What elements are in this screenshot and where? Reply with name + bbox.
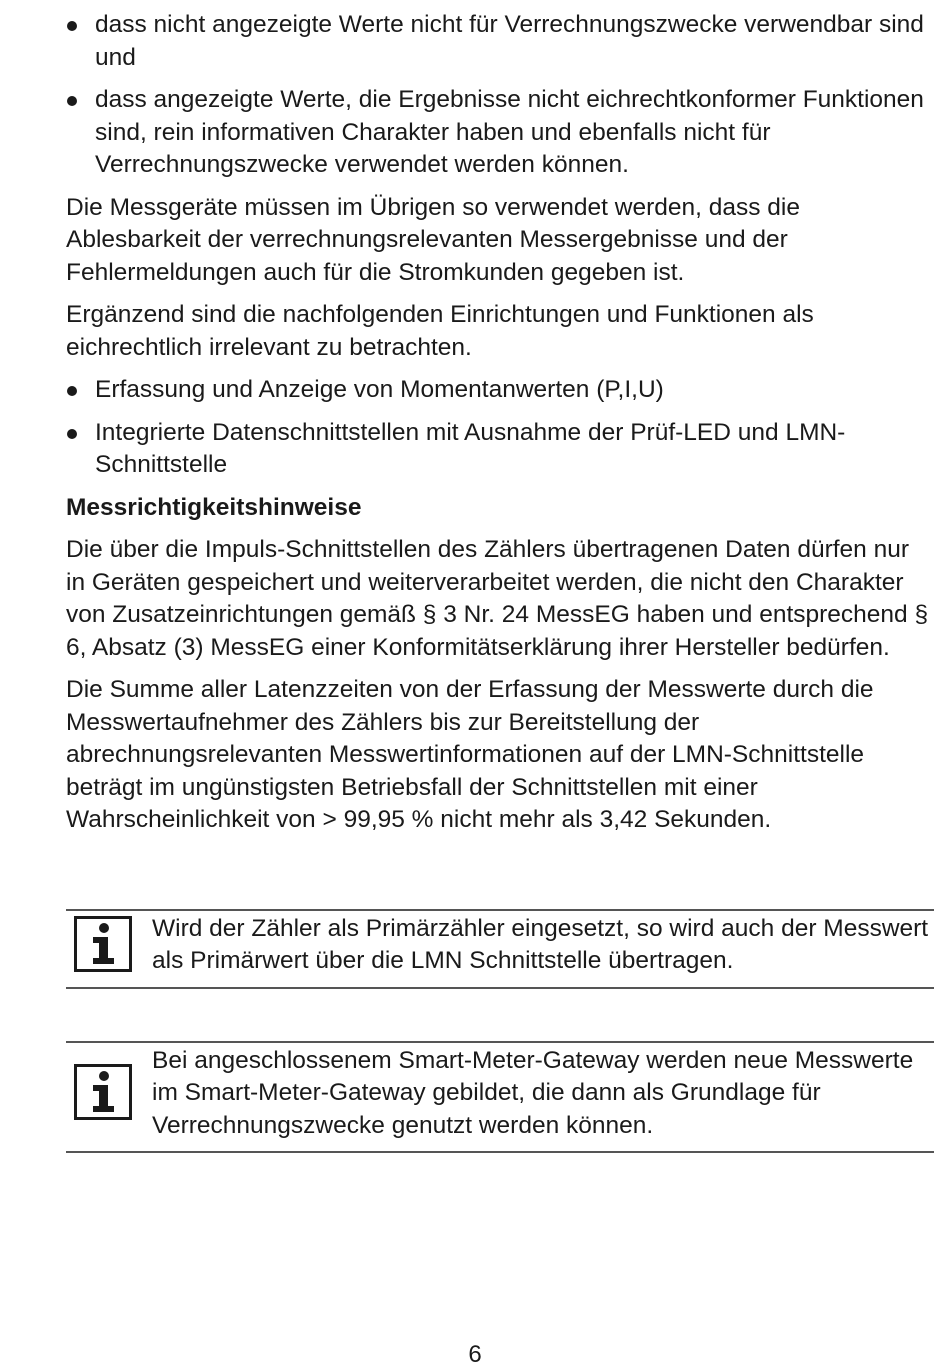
page-content	[66, 9, 934, 1153]
info-note-text: Bei angeschlossenem Smart-Meter-Gateway werden neue Messwerte im Smart-Meter-Gateway gebildet, die dann als Grundlage für Verrechnungszwecke genutzt werden können.	[152, 1046, 914, 1139]
info-note	[66, 1041, 934, 1154]
section-heading: Messrichtigkeitshinweise	[66, 493, 362, 521]
info-note	[66, 909, 934, 989]
info-icon	[74, 916, 132, 972]
paragraph: Ergänzend sind die nachfolgenden Einrichtungen und Funktionen als eichrechtlich irrelevant zu betrachten.	[66, 301, 814, 361]
list-item: dass angezeigte Werte, die Ergebnisse nicht eichrechtkonformer Funktionen sind, rein informativen Charakter haben und ebenfalls nicht für Verrechnungszwecke verwendet werden können.	[66, 84, 934, 182]
bullet-list-mid	[66, 374, 934, 482]
paragraph: Die Summe aller Latenzzeiten von der Erfassung der Messwerte durch die Messwertaufnehmer des Zählers bis zur Bereitstellung der abrechnungsrelevanten Messwertinformationen auf der LMN-Schnittstelle beträgt im ungünstigsten Betriebsfall der Schnittstellen mit einer Wahrscheinlichkeit von > 99,95 % nicht mehr als 3,42 Sekunden.	[66, 676, 874, 833]
list-item: dass nicht angezeigte Werte nicht für Verrechnungszwecke verwendbar sind und	[66, 9, 934, 74]
page-number: 6	[468, 1341, 482, 1368]
paragraph: Die über die Impuls-Schnittstellen des Zählers übertragenen Daten dürfen nur in Geräten gespeichert und weiterverarbeitet werden, die nicht den Charakter von Zusatzeinrichtungen gemäß § 3 Nr. 24 MessEG haben und entsprechend § 6, Absatz (3) MessEG einer Konformitätserklärung ihrer Hersteller bedürfen.	[66, 536, 929, 661]
list-item: Erfassung und Anzeige von Momentanwerten (P,I,U)	[66, 374, 934, 407]
paragraph: Die Messgeräte müssen im Übrigen so verwendet werden, dass die Ablesbarkeit der verrechnungsrelevanten Messergebnisse und der Fehlermeldungen auch für die Stromkunden gegeben ist.	[66, 193, 800, 286]
info-note-text: Wird der Zähler als Primärzähler eingesetzt, so wird auch der Messwert als Primärwert über die LMN Schnittstelle übertragen.	[152, 914, 929, 974]
bullet-list-top	[66, 9, 934, 182]
info-icon	[74, 1064, 132, 1120]
list-item: Integrierte Datenschnittstellen mit Ausnahme der Prüf-LED und LMN-Schnittstelle	[66, 417, 934, 482]
